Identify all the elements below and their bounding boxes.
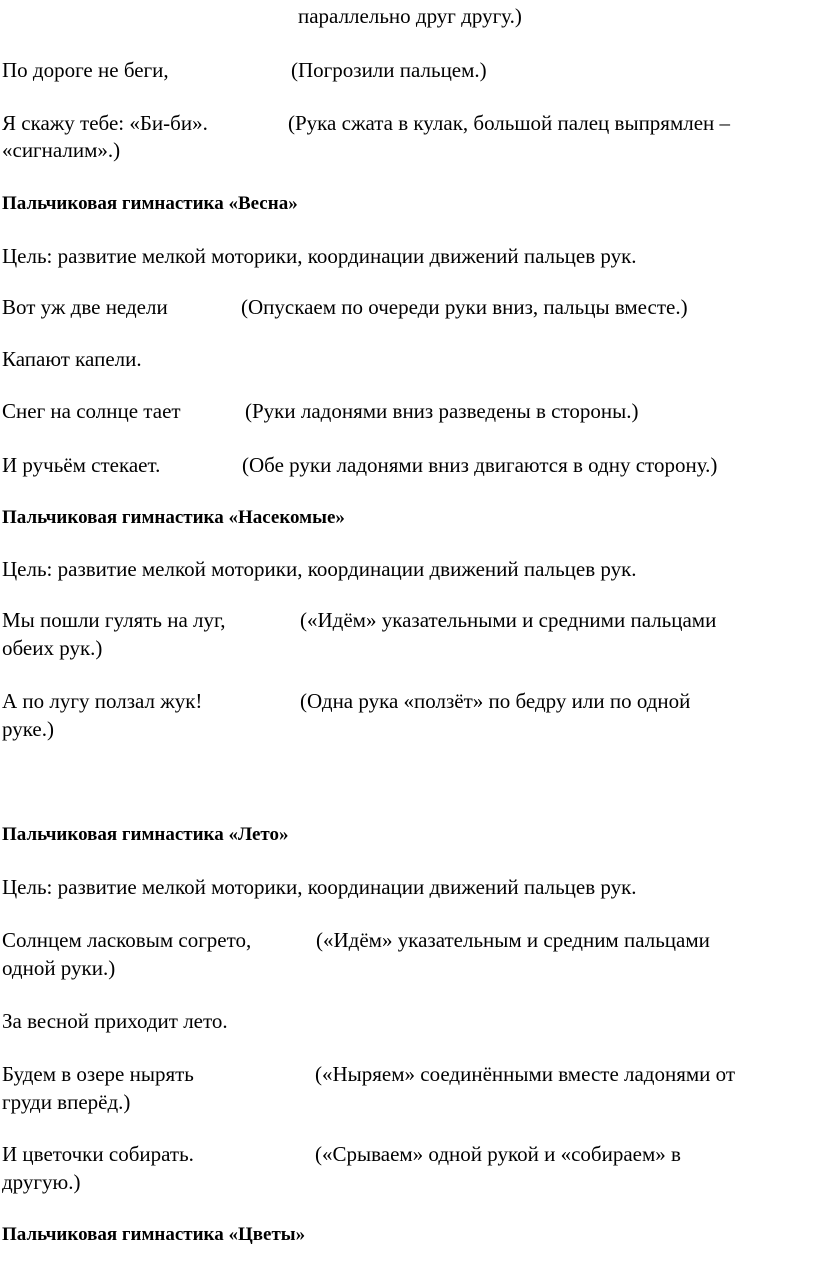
instruction-text: (Одна рука «ползёт» по бедру или по одной xyxy=(300,689,691,713)
instruction-continuation: груди вперёд.) xyxy=(2,1090,131,1114)
verse-text: Снег на солнце тает xyxy=(2,399,181,423)
text-line: параллельно друг другу.) xyxy=(298,4,522,28)
verse-text: За весной приходит лето. xyxy=(2,1009,228,1033)
instruction-text: (Рука сжата в кулак, большой палец выпрямлен – xyxy=(288,111,731,135)
instruction-text: (Опускаем по очереди руки вниз, пальцы вместе.) xyxy=(241,295,688,319)
instruction-text: (Обе руки ладонями вниз двигаются в одну сторону.) xyxy=(242,453,718,477)
instruction-text: («Ныряем» соединёнными вместе ладонями от xyxy=(315,1062,736,1086)
verse-text: И цветочки собирать. xyxy=(2,1142,194,1166)
instruction-continuation: руке.) xyxy=(2,717,54,741)
verse-text: Капают капели. xyxy=(2,347,142,371)
verse-text: А по лугу ползал жук! xyxy=(2,689,203,713)
verse-text: Будем в озере нырять xyxy=(2,1062,194,1086)
section-heading: Пальчиковая гимнастика «Насекомые» xyxy=(2,507,345,528)
verse-text: И ручьём стекает. xyxy=(2,453,161,477)
instruction-continuation: другую.) xyxy=(2,1170,81,1194)
goal-text: Цель: развитие мелкой моторики, координации движений пальцев рук. xyxy=(2,557,637,581)
section-heading: Пальчиковая гимнастика «Лето» xyxy=(2,824,289,845)
verse-text: Мы пошли гулять на луг, xyxy=(2,608,226,632)
instruction-continuation: обеих рук.) xyxy=(2,636,103,660)
instruction-text: («Идём» указательными и средними пальцами xyxy=(300,608,717,632)
goal-text: Цель: развитие мелкой моторики, координации движений пальцев рук. xyxy=(2,875,637,899)
verse-text: Я скажу тебе: «Би-би». xyxy=(2,111,208,135)
instruction-text: (Руки ладонями вниз разведены в стороны.) xyxy=(245,399,639,423)
section-heading: Пальчиковая гимнастика «Цветы» xyxy=(2,1224,306,1245)
instruction-text: («Идём» указательным и средним пальцами xyxy=(316,928,710,952)
instruction-continuation: «сигналим».) xyxy=(2,138,121,162)
section-heading: Пальчиковая гимнастика «Весна» xyxy=(2,193,298,214)
instruction-text: (Погрозили пальцем.) xyxy=(291,58,487,82)
verse-text: Вот уж две недели xyxy=(2,295,168,319)
verse-text: Солнцем ласковым согрето, xyxy=(2,928,252,952)
goal-text: Цель: развитие мелкой моторики, координации движений пальцев рук. xyxy=(2,244,637,268)
instruction-continuation: одной руки.) xyxy=(2,956,116,980)
verse-text: По дороге не беги, xyxy=(2,58,169,82)
instruction-text: («Срываем» одной рукой и «собираем» в xyxy=(315,1142,681,1166)
